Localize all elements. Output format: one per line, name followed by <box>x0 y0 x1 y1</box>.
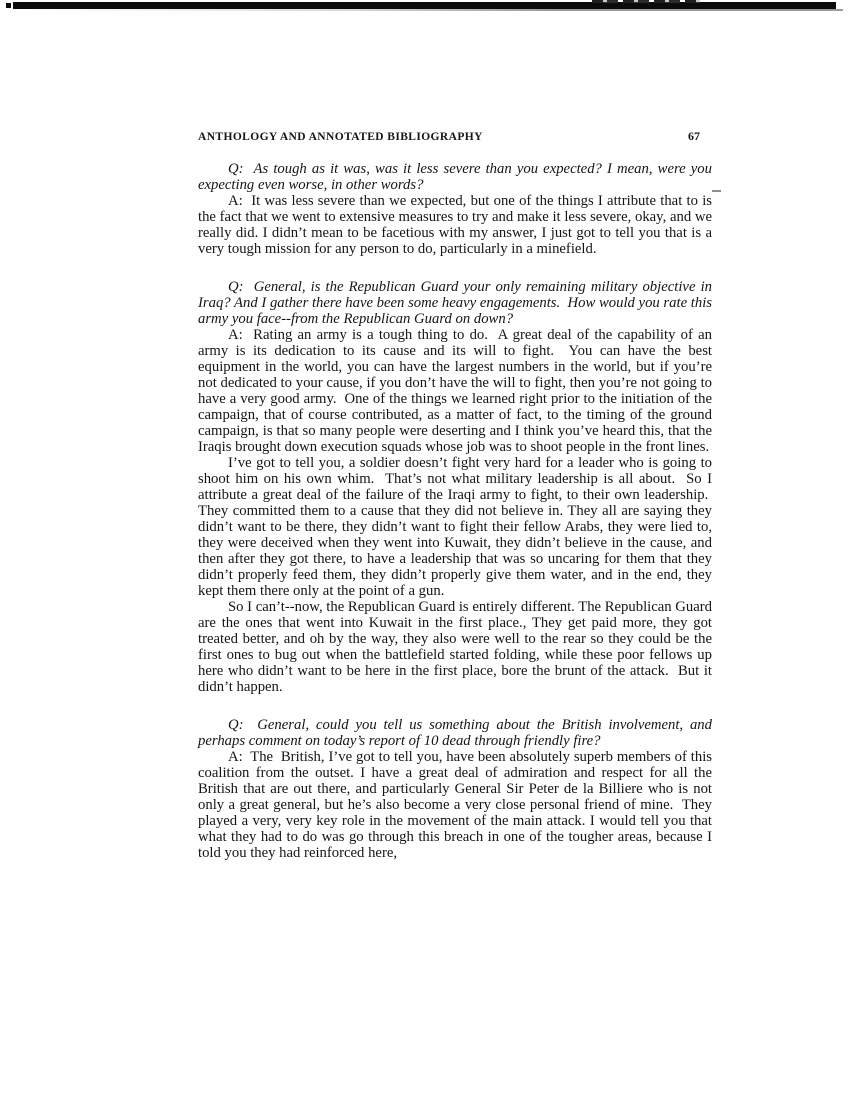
page-content <box>198 130 712 861</box>
answer-paragraph: I’ve got to tell you, a soldier doesn’t fight very hard for a leader who is going to shoot him on his own whim. That’s not what military leadership is all about. So I attribute a great deal of the failure of the Iraqi army to fight, to their own leadership. They committed them to a cause that they did not believe in. They all are saying they didn’t want to be there, they didn’t want to fight their fellow Arabs, they were lied to, they were deceived when they went into Kuwait, they didn’t believe in the cause, and then after they got there, to have a leadership that was so uncaring for them that they didn’t properly feed them, they didn’t properly give them water, and in the end, they kept them there only at the point of a gun. <box>198 455 712 599</box>
question-paragraph: Q: As tough as it was, was it less severe than you expected? I mean, were you expecting even worse, in other words? <box>198 161 712 193</box>
scan-artifact-bar-shadow <box>15 9 843 11</box>
scan-artifact-notch <box>6 3 11 8</box>
scan-artifact-margin-dash <box>712 190 721 192</box>
scan-artifact-dashes <box>592 0 700 3</box>
scan-artifact-top-bar <box>13 2 836 9</box>
question-paragraph: Q: General, is the Republican Guard your only remaining military objective in Iraq? And I gather there have been some heavy engagements. How would you rate this army you face--from the Republican Guard on down? <box>198 279 712 327</box>
page-number: 67 <box>688 129 700 143</box>
answer-paragraph: A: Rating an army is a tough thing to do. A great deal of the capability of an army is its dedication to its cause and its will to fight. You can have the best equipment in the world, you can have the largest numbers in the world, but if you’re not dedicated to your cause, if you don’t have the will to fight, then you’re not going to have a very good army. One of the things we learned right prior to the initiation of the campaign, that of course contributed, as a matter of fact, to the timing of the ground campaign, is that so many people were deserting and I think you’ve heard this, that the Iraqis brought down execution squads whose job was to shoot people in the front lines. <box>198 327 712 455</box>
answer-paragraph: So I can’t--now, the Republican Guard is entirely different. The Republican Guard are the ones that went into Kuwait in the first place., They get paid more, they got treated better, and oh by the way, they also were well to the rear so they could be the first ones to bug out when the battlefield started folding, while these poor fellows up here who didn’t want to be here in the first place, bore the brunt of the attack. But it didn’t happen. <box>198 599 712 695</box>
running-title: ANTHOLOGY AND ANNOTATED BIBLIOGRAPHY <box>198 131 483 143</box>
running-head <box>198 130 712 144</box>
answer-paragraph: A: It was less severe than we expected, but one of the things I attribute that to is the fact that we went to extensive measures to try and make it less severe, okay, and we really did. I didn’t mean to be facetious with my answer, I just got to tell you that is a very tough mission for any person to do, particularly in a minefield. <box>198 193 712 257</box>
interview-transcript <box>198 161 712 861</box>
question-paragraph: Q: General, could you tell us something about the British involvement, and perhaps comment on today’s report of 10 dead through friendly fire? <box>198 717 712 749</box>
answer-paragraph: A: The British, I’ve got to tell you, have been absolutely superb members of this coalition from the outset. I have a great deal of admiration and respect for all the British that are out there, and particularly General Sir Peter de la Billiere who is not only a great general, but he’s also become a very close personal friend of mine. They played a very, very key role in the movement of the main attack. I would tell you that what they had to do was go through this breach in one of the tougher areas, because I told you they had reinforced here, <box>198 749 712 861</box>
